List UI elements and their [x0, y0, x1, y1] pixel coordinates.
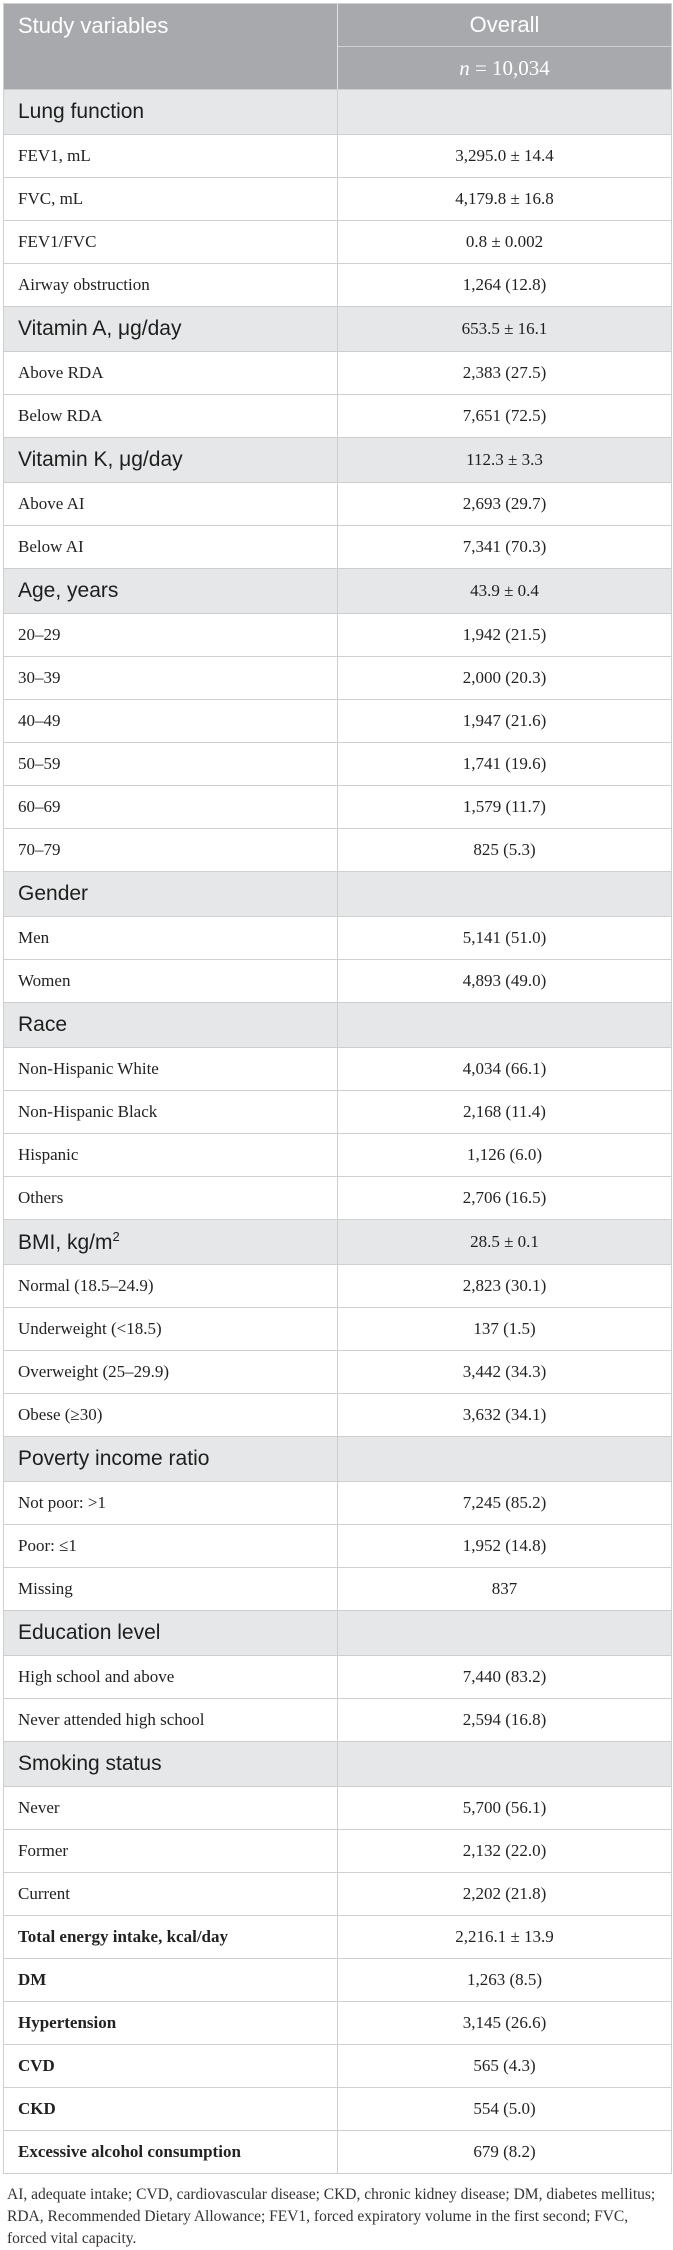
- row-label: Men: [4, 917, 338, 960]
- section-header-row: [4, 872, 672, 917]
- table-row-bold: [4, 1916, 672, 1959]
- row-label: FEV1/FVC: [4, 221, 338, 264]
- table-footnote: AI, adequate intake; CVD, cardiovascular disease; CKD, chronic kidney disease; DM, diabetes mellitus; RDA, Recommended Dietary Allowance; FEV1, forced expiratory volume in the first second; FVC, forced vital capacity.: [7, 2186, 656, 2247]
- row-label: Poor: ≤1: [4, 1525, 338, 1568]
- row-label: Missing: [4, 1568, 338, 1611]
- table-row: [4, 1177, 672, 1220]
- row-label: Obese (≥30): [4, 1394, 338, 1437]
- row-label: Below RDA: [4, 395, 338, 438]
- row-value: 1,263 (8.5): [338, 1959, 672, 2002]
- row-label: Underweight (<18.5): [4, 1308, 338, 1351]
- row-value: 2,383 (27.5): [338, 352, 672, 395]
- table-row: [4, 1482, 672, 1525]
- row-value: 2,132 (22.0): [338, 1830, 672, 1873]
- section-summary-value: 112.3 ± 3.3: [338, 438, 672, 483]
- table-row: [4, 1265, 672, 1308]
- table-row: [4, 264, 672, 307]
- table-container: [3, 3, 671, 2250]
- row-label: Not poor: >1: [4, 1482, 338, 1525]
- table-row: [4, 917, 672, 960]
- table-row-bold: [4, 1959, 672, 2002]
- section-title-text: Vitamin K, μg/day: [18, 448, 183, 471]
- row-value: 2,202 (21.8): [338, 1873, 672, 1916]
- section-header-row: [4, 1437, 672, 1482]
- table-row: [4, 526, 672, 569]
- table-row-bold: [4, 2002, 672, 2045]
- row-label: High school and above: [4, 1656, 338, 1699]
- section-summary-value: 43.9 ± 0.4: [338, 569, 672, 614]
- row-value: 2,594 (16.8): [338, 1699, 672, 1742]
- row-value: 5,141 (51.0): [338, 917, 672, 960]
- section-title-text: Vitamin A, μg/day: [18, 317, 182, 340]
- table-row: [4, 1568, 672, 1611]
- row-value: 3,145 (26.6): [338, 2002, 672, 2045]
- row-value: 679 (8.2): [338, 2131, 672, 2174]
- section-title: [4, 1003, 338, 1048]
- study-variables-table: [3, 3, 672, 2174]
- table-row-bold: [4, 2131, 672, 2174]
- section-title-text: Poverty income ratio: [18, 1447, 210, 1470]
- row-value: 2,168 (11.4): [338, 1091, 672, 1134]
- row-label: Overweight (25–29.9): [4, 1351, 338, 1394]
- section-summary-value: [338, 90, 672, 135]
- section-header-row: [4, 1742, 672, 1787]
- section-header-row: [4, 1611, 672, 1656]
- section-title: [4, 90, 338, 135]
- row-label: 70–79: [4, 829, 338, 872]
- row-value: 1,952 (14.8): [338, 1525, 672, 1568]
- table-row: [4, 395, 672, 438]
- row-label: FEV1, mL: [4, 135, 338, 178]
- table-row: [4, 1048, 672, 1091]
- table-row: [4, 1351, 672, 1394]
- table-row: [4, 1091, 672, 1134]
- row-value: 1,947 (21.6): [338, 700, 672, 743]
- table-row: [4, 1308, 672, 1351]
- row-label: Hispanic: [4, 1134, 338, 1177]
- row-label: Never attended high school: [4, 1699, 338, 1742]
- header-row: [4, 4, 672, 47]
- table-body: [4, 90, 672, 2174]
- section-title: [4, 569, 338, 614]
- section-title-text: Education level: [18, 1621, 161, 1644]
- section-title-superscript: 2: [112, 1229, 120, 1244]
- table-row: [4, 178, 672, 221]
- row-label: Never: [4, 1787, 338, 1830]
- row-label: 40–49: [4, 700, 338, 743]
- section-title: [4, 1437, 338, 1482]
- section-title: [4, 438, 338, 483]
- table-row: [4, 743, 672, 786]
- row-value: 2,823 (30.1): [338, 1265, 672, 1308]
- row-label: Total energy intake, kcal/day: [4, 1916, 338, 1959]
- row-label: Former: [4, 1830, 338, 1873]
- row-value: 137 (1.5): [338, 1308, 672, 1351]
- section-summary-value: [338, 872, 672, 917]
- table-row: [4, 614, 672, 657]
- row-label: 20–29: [4, 614, 338, 657]
- row-value: 7,341 (70.3): [338, 526, 672, 569]
- row-label: Above AI: [4, 483, 338, 526]
- row-label: Others: [4, 1177, 338, 1220]
- row-label: 60–69: [4, 786, 338, 829]
- row-label: Airway obstruction: [4, 264, 338, 307]
- row-value: 4,179.8 ± 16.8: [338, 178, 672, 221]
- table-row: [4, 135, 672, 178]
- row-label: Non-Hispanic White: [4, 1048, 338, 1091]
- row-value: 837: [338, 1568, 672, 1611]
- header-n-label: n: [459, 55, 470, 80]
- row-label: 30–39: [4, 657, 338, 700]
- table-row: [4, 786, 672, 829]
- section-title: [4, 1742, 338, 1787]
- section-header-row: [4, 1003, 672, 1048]
- row-value: 3,295.0 ± 14.4: [338, 135, 672, 178]
- row-label: Excessive alcohol consumption: [4, 2131, 338, 2174]
- section-title-text: Gender: [18, 882, 89, 905]
- table-row: [4, 1525, 672, 1568]
- section-summary-value: [338, 1742, 672, 1787]
- section-title: [4, 307, 338, 352]
- section-title: [4, 1220, 338, 1265]
- section-title: [4, 872, 338, 917]
- header-overall: Overall: [338, 4, 672, 47]
- section-title-text: Lung function: [18, 100, 145, 123]
- row-value: 2,216.1 ± 13.9: [338, 1916, 672, 1959]
- table-row: [4, 657, 672, 700]
- section-summary-value: [338, 1437, 672, 1482]
- section-header-row: [4, 307, 672, 352]
- table-row: [4, 1656, 672, 1699]
- row-label: Non-Hispanic Black: [4, 1091, 338, 1134]
- table-row: [4, 960, 672, 1003]
- table-row: [4, 1787, 672, 1830]
- row-value: 7,245 (85.2): [338, 1482, 672, 1525]
- row-value: 0.8 ± 0.002: [338, 221, 672, 264]
- section-title-text: Race: [18, 1013, 68, 1036]
- table-row-bold: [4, 2045, 672, 2088]
- table-row: [4, 1830, 672, 1873]
- row-value: 1,942 (21.5): [338, 614, 672, 657]
- row-value: 2,693 (29.7): [338, 483, 672, 526]
- row-label: 50–59: [4, 743, 338, 786]
- row-value: 4,034 (66.1): [338, 1048, 672, 1091]
- section-title-text: Smoking status: [18, 1752, 162, 1775]
- section-title-text: Age, years: [18, 579, 119, 602]
- section-summary-value: 653.5 ± 16.1: [338, 307, 672, 352]
- section-header-row: [4, 438, 672, 483]
- row-label: Women: [4, 960, 338, 1003]
- section-summary-value: 28.5 ± 0.1: [338, 1220, 672, 1265]
- row-value: 554 (5.0): [338, 2088, 672, 2131]
- header-study-variables: Study variables: [4, 4, 338, 90]
- row-label: DM: [4, 1959, 338, 2002]
- table-row: [4, 352, 672, 395]
- table-row: [4, 700, 672, 743]
- table-row: [4, 1394, 672, 1437]
- section-header-row: [4, 1220, 672, 1265]
- row-value: 825 (5.3): [338, 829, 672, 872]
- table-row: [4, 1873, 672, 1916]
- section-title-text: BMI, kg/m: [18, 1231, 113, 1254]
- row-label: Normal (18.5–24.9): [4, 1265, 338, 1308]
- section-header-row: [4, 90, 672, 135]
- row-value: 4,893 (49.0): [338, 960, 672, 1003]
- row-value: 5,700 (56.1): [338, 1787, 672, 1830]
- row-value: 3,632 (34.1): [338, 1394, 672, 1437]
- table-row: [4, 483, 672, 526]
- header-n: [338, 47, 672, 90]
- row-label: CKD: [4, 2088, 338, 2131]
- section-summary-value: [338, 1611, 672, 1656]
- row-label: Hypertension: [4, 2002, 338, 2045]
- row-value: 3,442 (34.3): [338, 1351, 672, 1394]
- section-header-row: [4, 569, 672, 614]
- row-label: FVC, mL: [4, 178, 338, 221]
- row-value: 2,706 (16.5): [338, 1177, 672, 1220]
- header-n-value: = 10,034: [474, 55, 550, 80]
- row-value: 7,440 (83.2): [338, 1656, 672, 1699]
- row-label: Current: [4, 1873, 338, 1916]
- row-label: Above RDA: [4, 352, 338, 395]
- table-row-bold: [4, 2088, 672, 2131]
- row-value: 1,126 (6.0): [338, 1134, 672, 1177]
- section-summary-value: [338, 1003, 672, 1048]
- row-value: 1,264 (12.8): [338, 264, 672, 307]
- table-row: [4, 221, 672, 264]
- table-row: [4, 829, 672, 872]
- row-label: Below AI: [4, 526, 338, 569]
- row-value: 565 (4.3): [338, 2045, 672, 2088]
- table-row: [4, 1699, 672, 1742]
- row-value: 1,741 (19.6): [338, 743, 672, 786]
- row-value: 7,651 (72.5): [338, 395, 672, 438]
- table-row: [4, 1134, 672, 1177]
- row-value: 1,579 (11.7): [338, 786, 672, 829]
- row-value: 2,000 (20.3): [338, 657, 672, 700]
- row-label: CVD: [4, 2045, 338, 2088]
- section-title: [4, 1611, 338, 1656]
